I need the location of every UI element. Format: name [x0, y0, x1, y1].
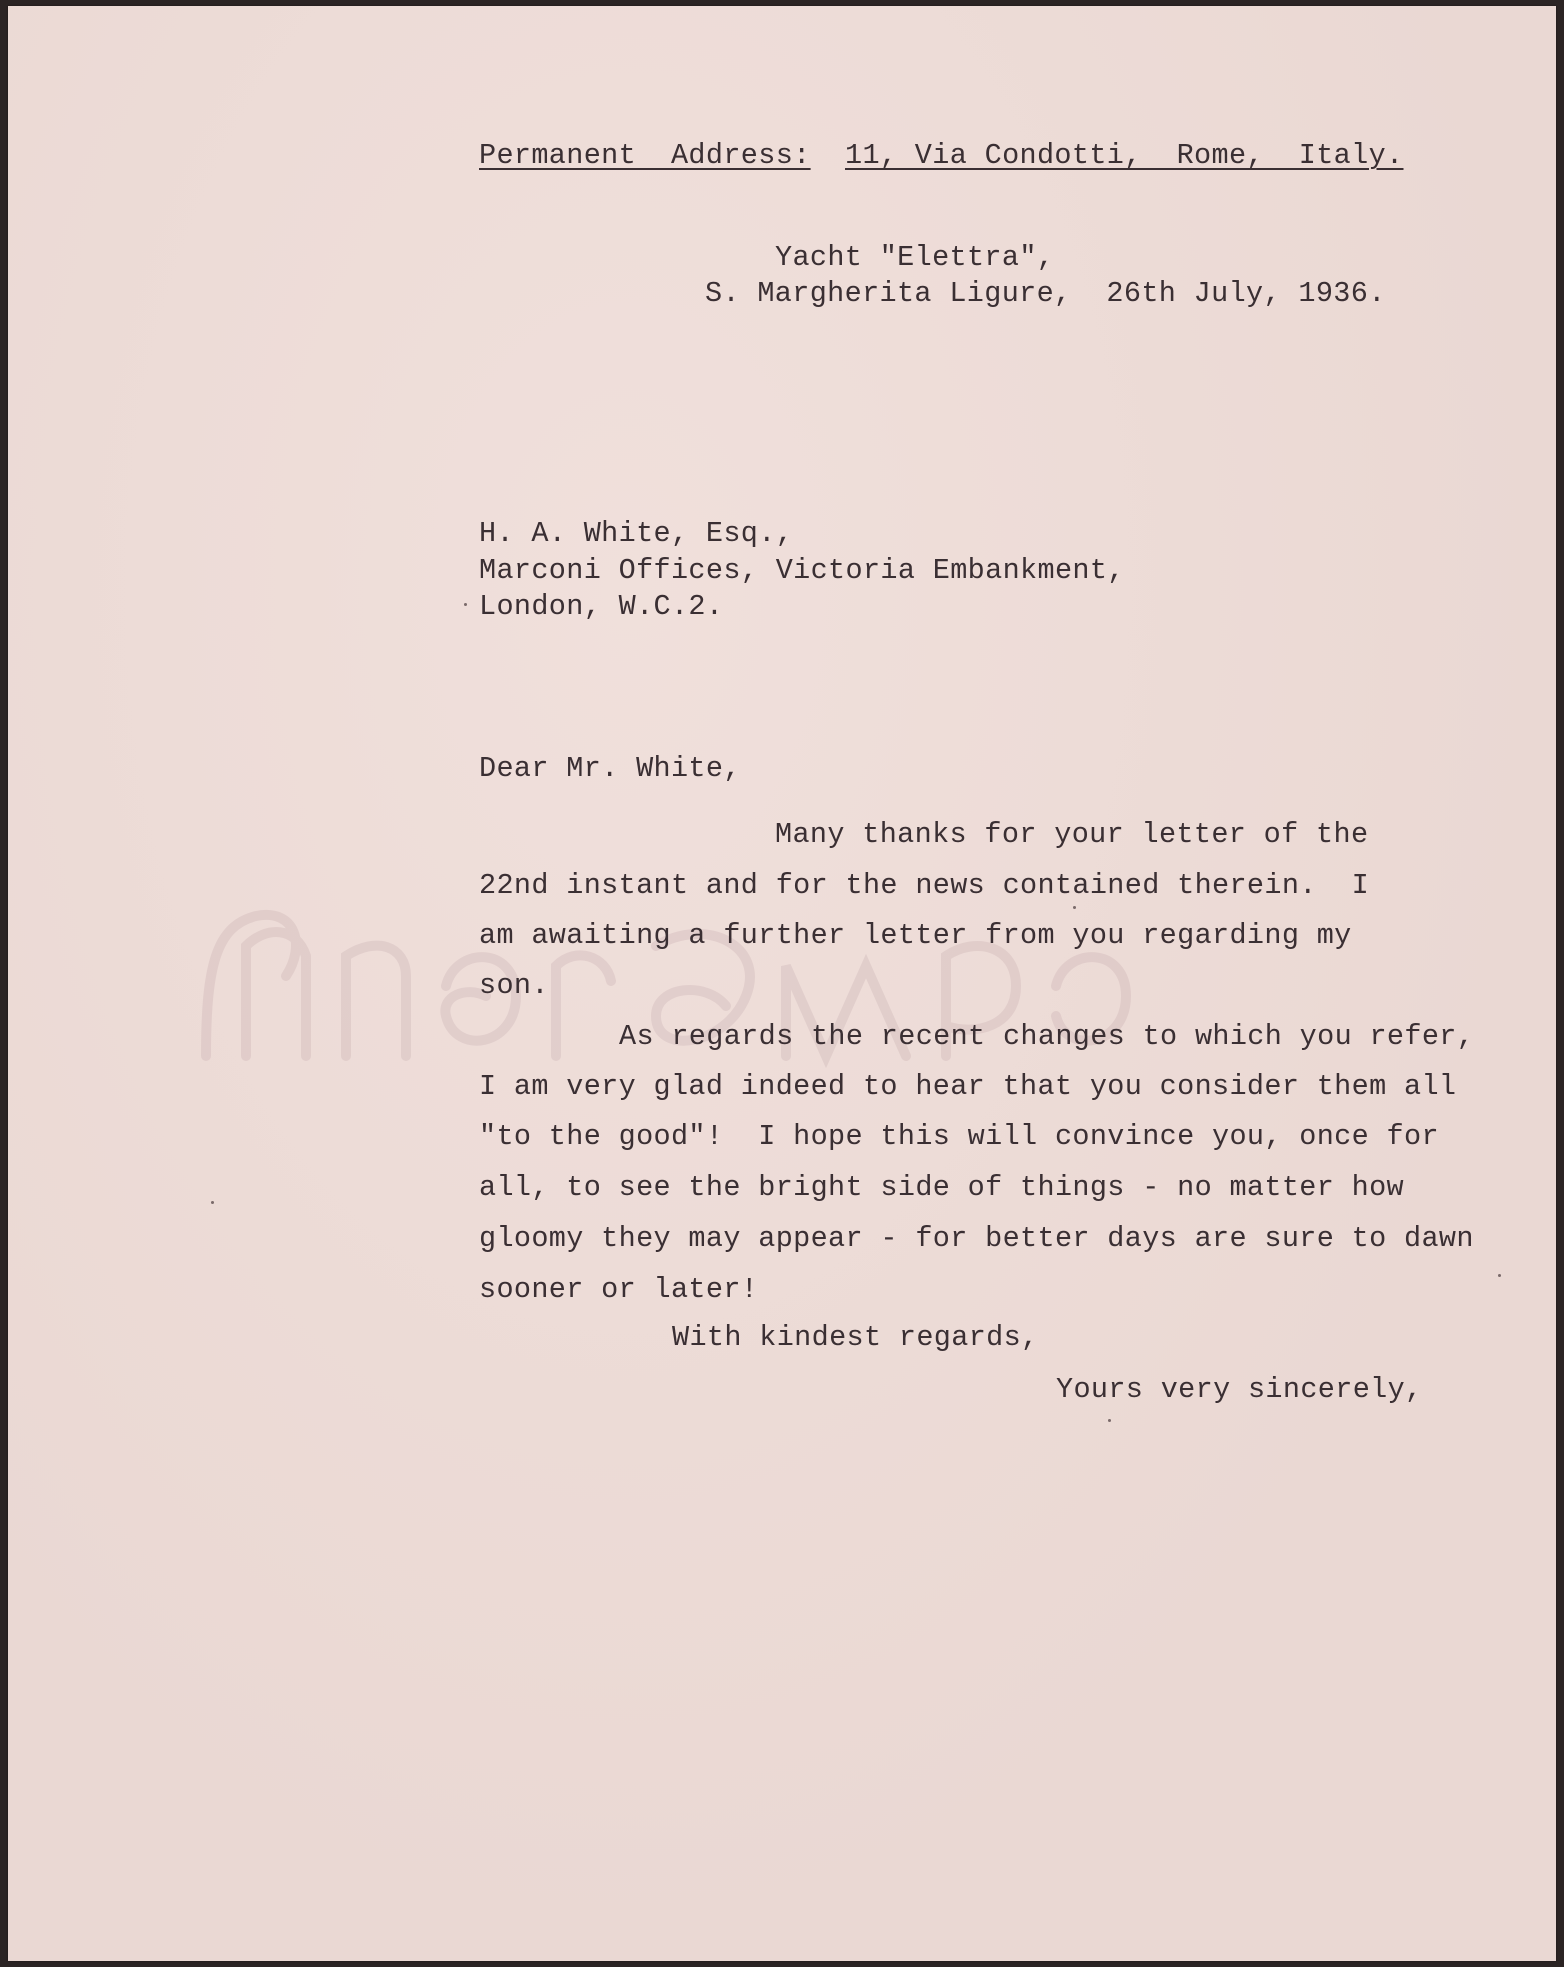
closing-signoff: Yours very sincerely,	[1056, 1373, 1423, 1406]
recipient-line-2: Marconi Offices, Victoria Embankment,	[479, 554, 1125, 587]
body-line: son.	[479, 969, 549, 1002]
sender-line-1: Yacht "Elettra",	[775, 241, 1055, 274]
recipient-line-1: H. A. White, Esq.,	[479, 517, 794, 550]
body-line: am awaiting a further letter from you regarding my	[479, 919, 1352, 952]
letter-page	[8, 6, 1556, 1961]
ink-speck	[1108, 1419, 1111, 1422]
ink-speck	[1498, 1274, 1501, 1277]
closing-regards: With kindest regards,	[672, 1321, 1039, 1354]
body-line: "to the good"! I hope this will convince you, once for	[479, 1120, 1439, 1153]
permanent-address: 11, Via Condotti, Rome, Italy.	[845, 139, 1404, 172]
ink-speck	[1073, 906, 1076, 909]
salutation: Dear Mr. White,	[479, 752, 741, 785]
permanent-address-label: Permanent Address:	[479, 139, 811, 172]
body-line: I am very glad indeed to hear that you consider them all	[479, 1070, 1457, 1103]
recipient-line-3: London, W.C.2.	[479, 590, 724, 623]
body-line: As regards the recent changes to which you refer,	[619, 1020, 1475, 1053]
ink-speck	[464, 603, 467, 606]
sender-line-2: S. Margherita Ligure, 26th July, 1936.	[705, 277, 1386, 310]
body-line: 22nd instant and for the news contained therein. I	[479, 869, 1370, 902]
body-line: sooner or later!	[479, 1273, 759, 1306]
body-line: Many thanks for your letter of the	[775, 818, 1369, 851]
ink-speck	[211, 1201, 214, 1204]
body-line: gloomy they may appear - for better days are sure to dawn	[479, 1222, 1474, 1255]
body-line: all, to see the bright side of things - no matter how	[479, 1171, 1404, 1204]
